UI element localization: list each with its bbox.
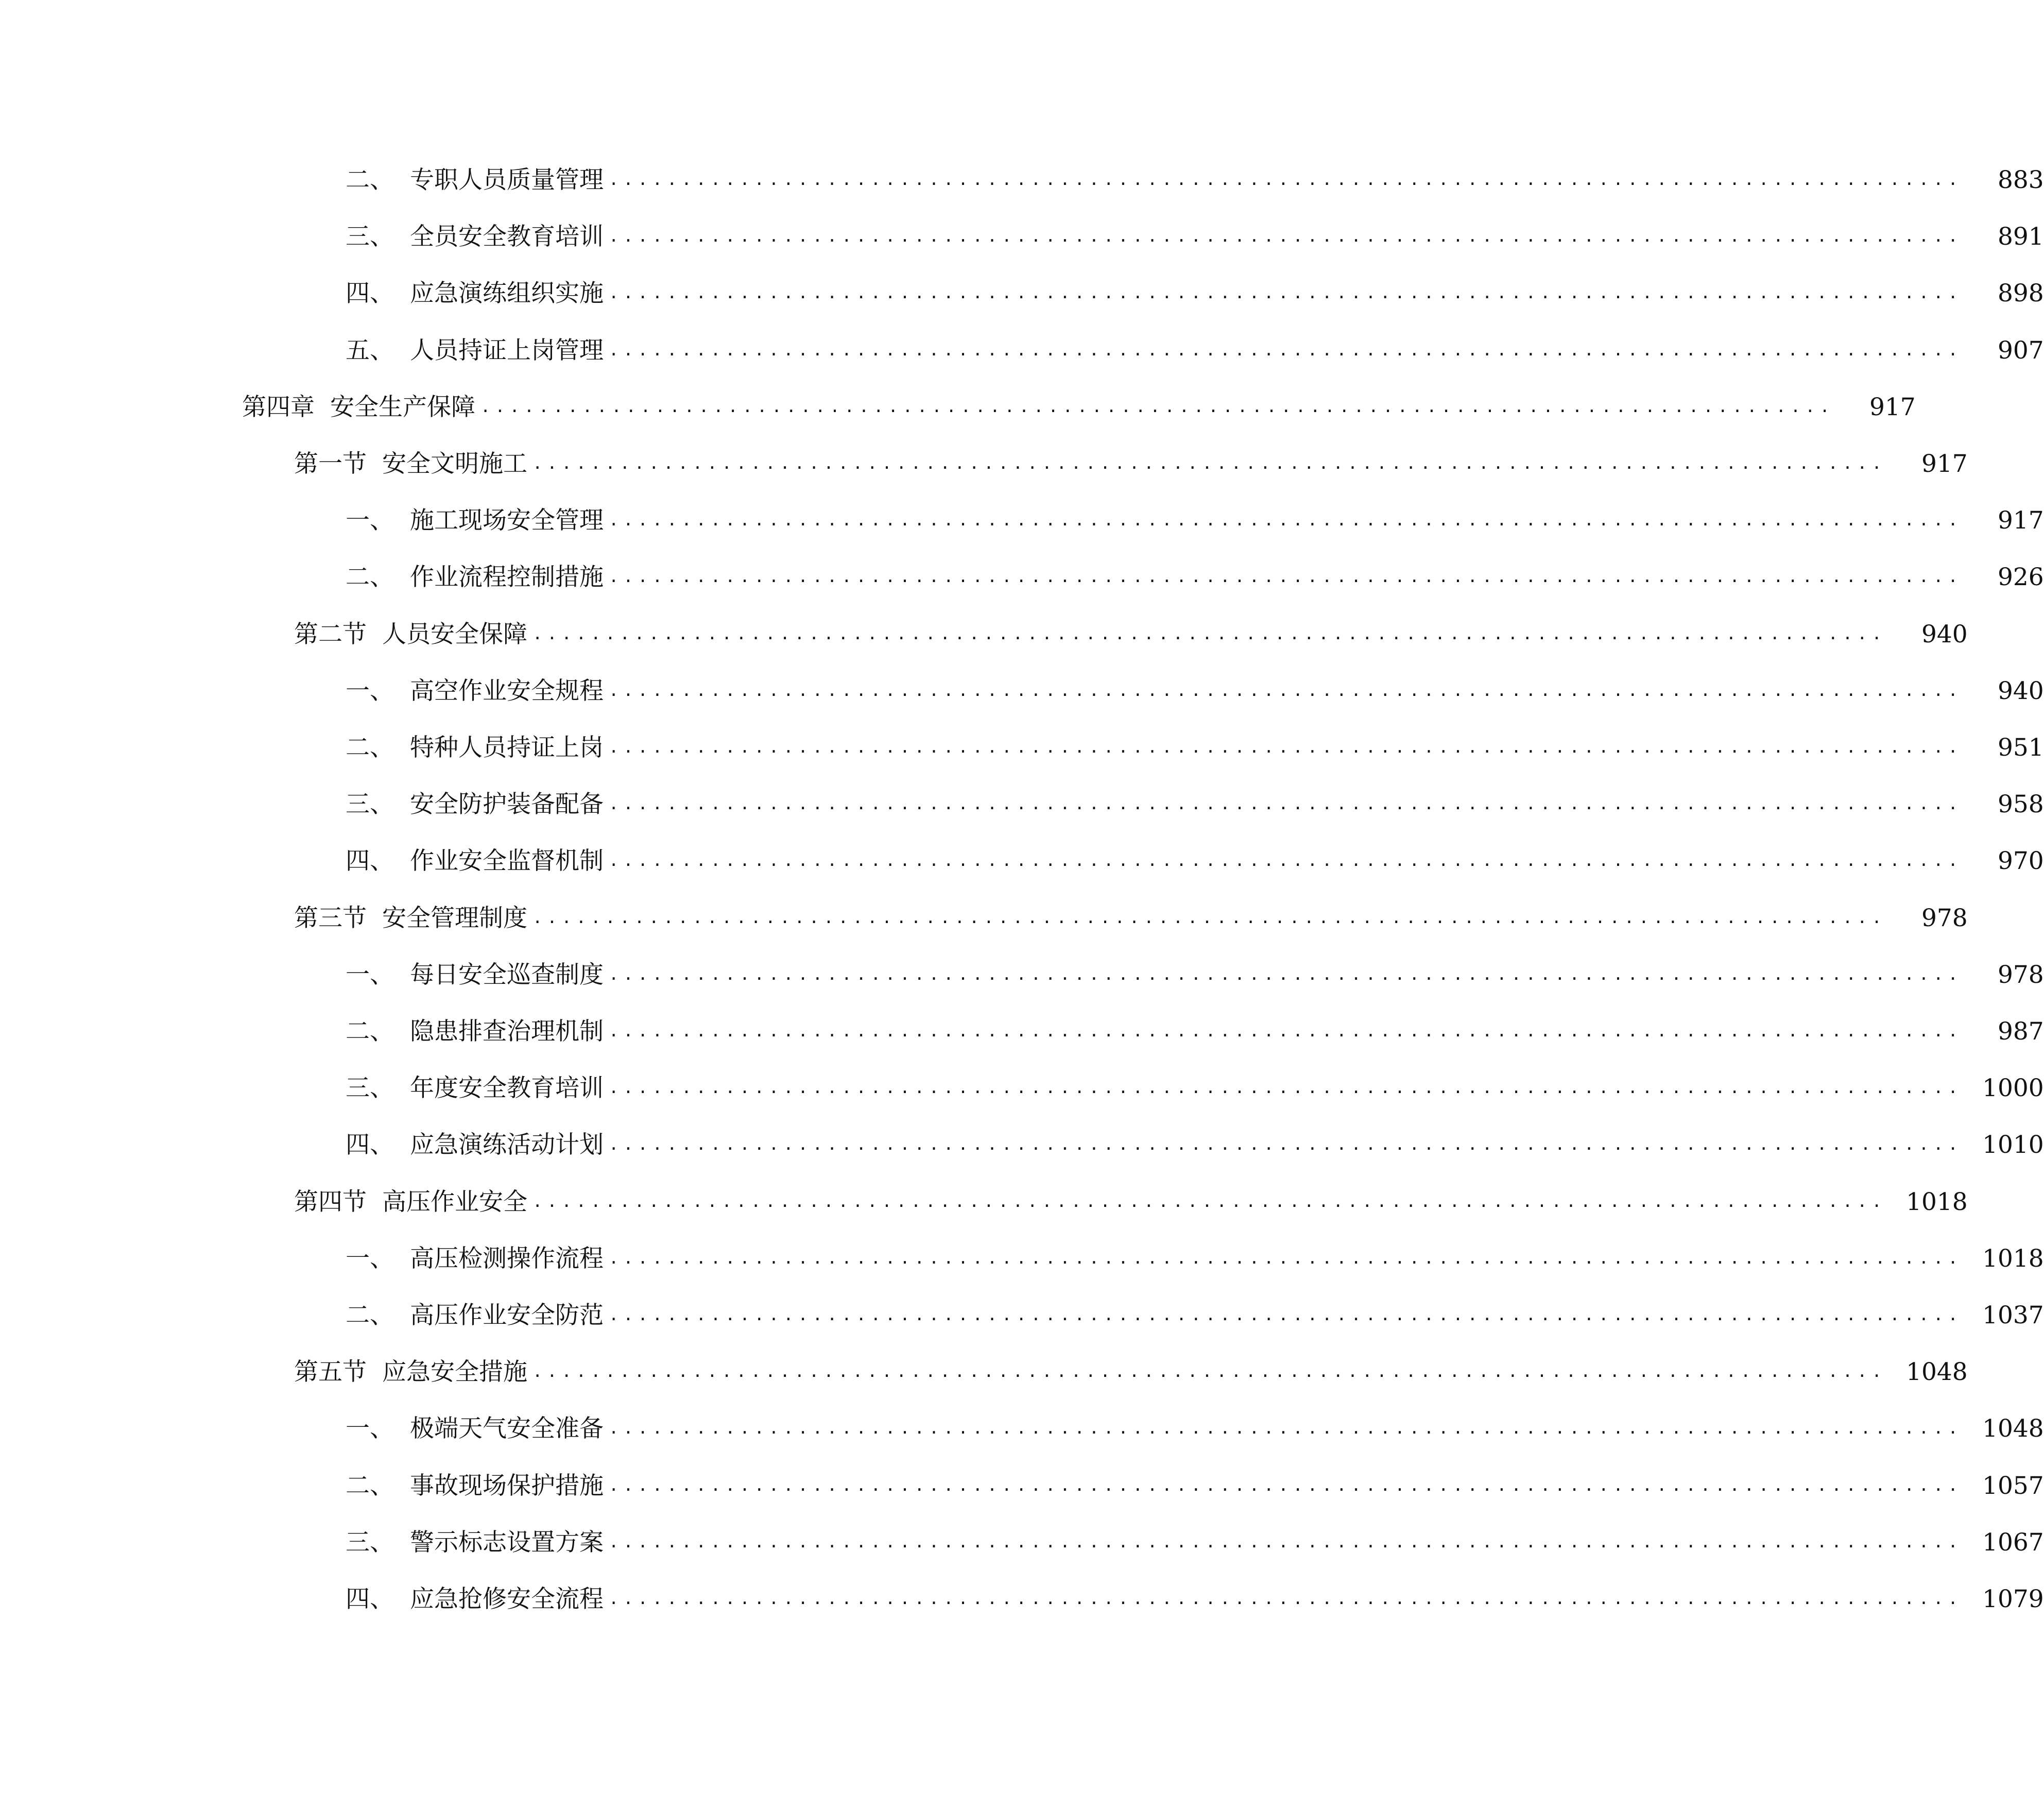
toc-dot-leader: ............................................................................................. [609,680,1963,700]
toc-entry-item[interactable] [346,671,2044,712]
toc-entry-chapter[interactable] [242,387,1916,428]
toc-entry-number: 三、 [346,1074,394,1103]
toc-entry-page-number: 917 [1869,393,1916,421]
toc-entry-page-number: 898 [1997,279,2044,308]
toc-dot-leader: ............................................................................................. [609,794,1963,814]
toc-entry-item[interactable] [346,954,2044,996]
toc-entry-number: 二、 [346,734,394,762]
toc-entry-page-number: 978 [1997,960,2044,989]
toc-dot-leader: ............................................................................................. [609,339,1963,360]
toc-dot-leader: ............................................................................................. [609,850,1963,871]
toc-dot-leader: ............................................................................................. [533,1191,1886,1211]
toc-dot-leader: ............................................................................................. [609,737,1963,757]
toc-entry-title: 安全文明施工 [382,450,527,478]
toc-dot-leader: ............................................................................................. [609,964,1963,984]
toc-entry-item[interactable] [346,1068,2044,1109]
toc-entry-page-number: 917 [1921,450,1968,478]
toc-entry-number: 第四节 [294,1187,367,1216]
toc-entry-title: 极端天气安全准备 [410,1414,604,1443]
toc-dot-leader: ............................................................................................. [533,1361,1886,1382]
toc-dot-leader: ............................................................................................. [609,169,1963,189]
toc-entry-page-number: 1048 [1982,1414,2044,1443]
toc-entry-number: 第四章 [242,393,315,421]
toc-entry-title: 高空作业安全规程 [410,676,604,705]
toc-entry-title: 安全防护装备配备 [410,790,604,819]
toc-entry-page-number: 940 [1921,620,1968,649]
toc-entry-title: 年度安全教育培训 [410,1074,604,1103]
toc-entry-item[interactable] [346,160,2044,201]
toc-entry-title: 专职人员质量管理 [410,166,604,194]
toc-entry-page-number: 1048 [1906,1358,1968,1387]
toc-entry-item[interactable] [346,1408,2044,1450]
toc-entry-page-number: 1000 [1982,1074,2044,1103]
toc-entry-title: 高压检测操作流程 [410,1244,604,1273]
toc-entry-title: 隐患排查治理机制 [410,1017,604,1046]
toc-entry-title: 作业安全监督机制 [410,847,604,876]
toc-entry-title: 警示标志设置方案 [410,1528,604,1557]
toc-entry-number: 第一节 [294,450,367,478]
toc-entry-title: 应急演练组织实施 [410,279,604,308]
toc-dot-leader: ............................................................................................. [609,1134,1963,1154]
toc-entry-title: 作业流程控制措施 [410,563,604,592]
toc-entry-page-number: 1037 [1982,1301,2044,1329]
toc-entry-page-number: 1079 [1982,1585,2044,1613]
toc-entry-number: 四、 [346,847,394,876]
toc-entry-number: 二、 [346,1471,394,1500]
toc-dot-leader: ............................................................................................. [533,453,1886,473]
toc-entry-number: 三、 [346,790,394,819]
toc-entry-number: 一、 [346,506,394,535]
toc-entry-page-number: 1067 [1982,1528,2044,1557]
toc-entry-item[interactable] [346,557,2044,598]
toc-entry-number: 五、 [346,336,394,365]
toc-entry-page-number: 1057 [1982,1471,2044,1500]
toc-entry-page-number: 926 [1997,563,2044,592]
toc-entry-number: 一、 [346,676,394,705]
toc-entry-number: 四、 [346,1585,394,1613]
toc-entry-page-number: 907 [1997,336,2044,365]
toc-dot-leader: ............................................................................................. [609,1078,1963,1098]
toc-entry-title: 高压作业安全 [382,1187,527,1216]
toc-entry-title: 应急演练活动计划 [410,1131,604,1160]
toc-entry-number: 四、 [346,1131,394,1160]
toc-entry-section[interactable] [294,614,1968,655]
toc-entry-number: 四、 [346,279,394,308]
toc-dot-leader: ............................................................................................. [609,1418,1963,1438]
toc-entry-page-number: 951 [1997,734,2044,762]
toc-entry-page-number: 978 [1921,903,1968,932]
toc-dot-leader: ............................................................................................. [609,1248,1963,1268]
toc-entry-title: 施工现场安全管理 [410,506,604,535]
toc-entry-number: 一、 [346,1414,394,1443]
toc-entry-page-number: 891 [1997,223,2044,251]
toc-entry-title: 人员持证上岗管理 [410,336,604,365]
toc-entry-title: 高压作业安全防范 [410,1301,604,1329]
toc-entry-title: 安全生产保障 [330,393,475,421]
toc-entry-page-number: 958 [1997,790,2044,819]
toc-dot-leader: ............................................................................................. [609,283,1963,303]
toc-entry-title: 事故现场保护措施 [410,1471,604,1500]
toc-entry-item[interactable] [346,1238,2044,1280]
toc-entry-page-number: 987 [1997,1017,2044,1046]
toc-dot-leader: ............................................................................................. [480,396,1834,416]
toc-entry-page-number: 1010 [1982,1131,2044,1160]
toc-entry-item[interactable] [346,1124,2044,1166]
toc-entry-item[interactable] [346,330,2044,371]
toc-entry-number: 二、 [346,563,394,592]
toc-entry-item[interactable] [346,273,2044,314]
toc-entry-title: 应急安全措施 [382,1358,527,1387]
toc-entry-number: 二、 [346,1301,394,1329]
toc-entry-number: 二、 [346,1017,394,1046]
toc-entry-item[interactable] [346,500,2044,541]
toc-dot-leader: ............................................................................................. [609,1531,1963,1552]
toc-dot-leader: ............................................................................................. [609,1021,1963,1041]
toc-entry-page-number: 970 [1997,847,2044,876]
toc-dot-leader: ............................................................................................. [609,1589,1963,1608]
toc-entry-item[interactable] [346,727,2044,769]
toc-entry-page-number: 917 [1997,506,2044,535]
toc-entry-number: 一、 [346,1244,394,1273]
toc-dot-leader: ............................................................................................. [609,1475,1963,1495]
toc-entry-item[interactable] [346,1295,2044,1336]
toc-entry-item[interactable] [346,216,2044,258]
toc-entry-page-number: 1018 [1982,1244,2044,1273]
toc-entry-title: 安全管理制度 [382,903,527,932]
toc-entry-section[interactable] [294,1352,1968,1393]
toc-entry-page-number: 1018 [1906,1187,1968,1216]
toc-entry-number: 一、 [346,960,394,989]
toc-entry-number: 第五节 [294,1358,367,1387]
toc-entry-page-number: 940 [1997,676,2044,705]
toc-dot-leader: ............................................................................................. [609,1305,1963,1324]
toc-entry-number: 三、 [346,1528,394,1557]
toc-entry-item[interactable] [346,1011,2044,1052]
toc-dot-leader: ............................................................................................. [609,510,1963,530]
toc-entry-title: 特种人员持证上岗 [410,734,604,762]
toc-entry-item[interactable] [346,1465,2044,1507]
toc-entry-number: 第二节 [294,620,367,649]
toc-entry-section[interactable] [294,898,1968,939]
toc-entry-section[interactable] [294,444,1968,485]
toc-entry-item[interactable] [346,841,2044,882]
toc-dot-leader: ............................................................................................. [609,226,1963,246]
toc-entry-title: 应急抢修安全流程 [410,1585,604,1613]
toc-dot-leader: ............................................................................................. [609,567,1963,587]
toc-entry-number: 第三节 [294,903,367,932]
toc-entry-section[interactable] [294,1182,1968,1223]
toc-entry-item[interactable] [346,1522,2044,1563]
toc-entry-item[interactable] [346,1579,2044,1620]
toc-entry-title: 全员安全教育培训 [410,223,604,251]
toc-entry-title: 每日安全巡查制度 [410,960,604,989]
toc-entry-item[interactable] [346,784,2044,825]
toc-dot-leader: ............................................................................................. [533,623,1886,643]
toc-entry-number: 二、 [346,166,394,194]
toc-entry-number: 三、 [346,223,394,251]
toc-entry-page-number: 883 [1997,166,2044,194]
toc-entry-title: 人员安全保障 [382,620,527,649]
toc-dot-leader: ............................................................................................. [533,907,1886,927]
